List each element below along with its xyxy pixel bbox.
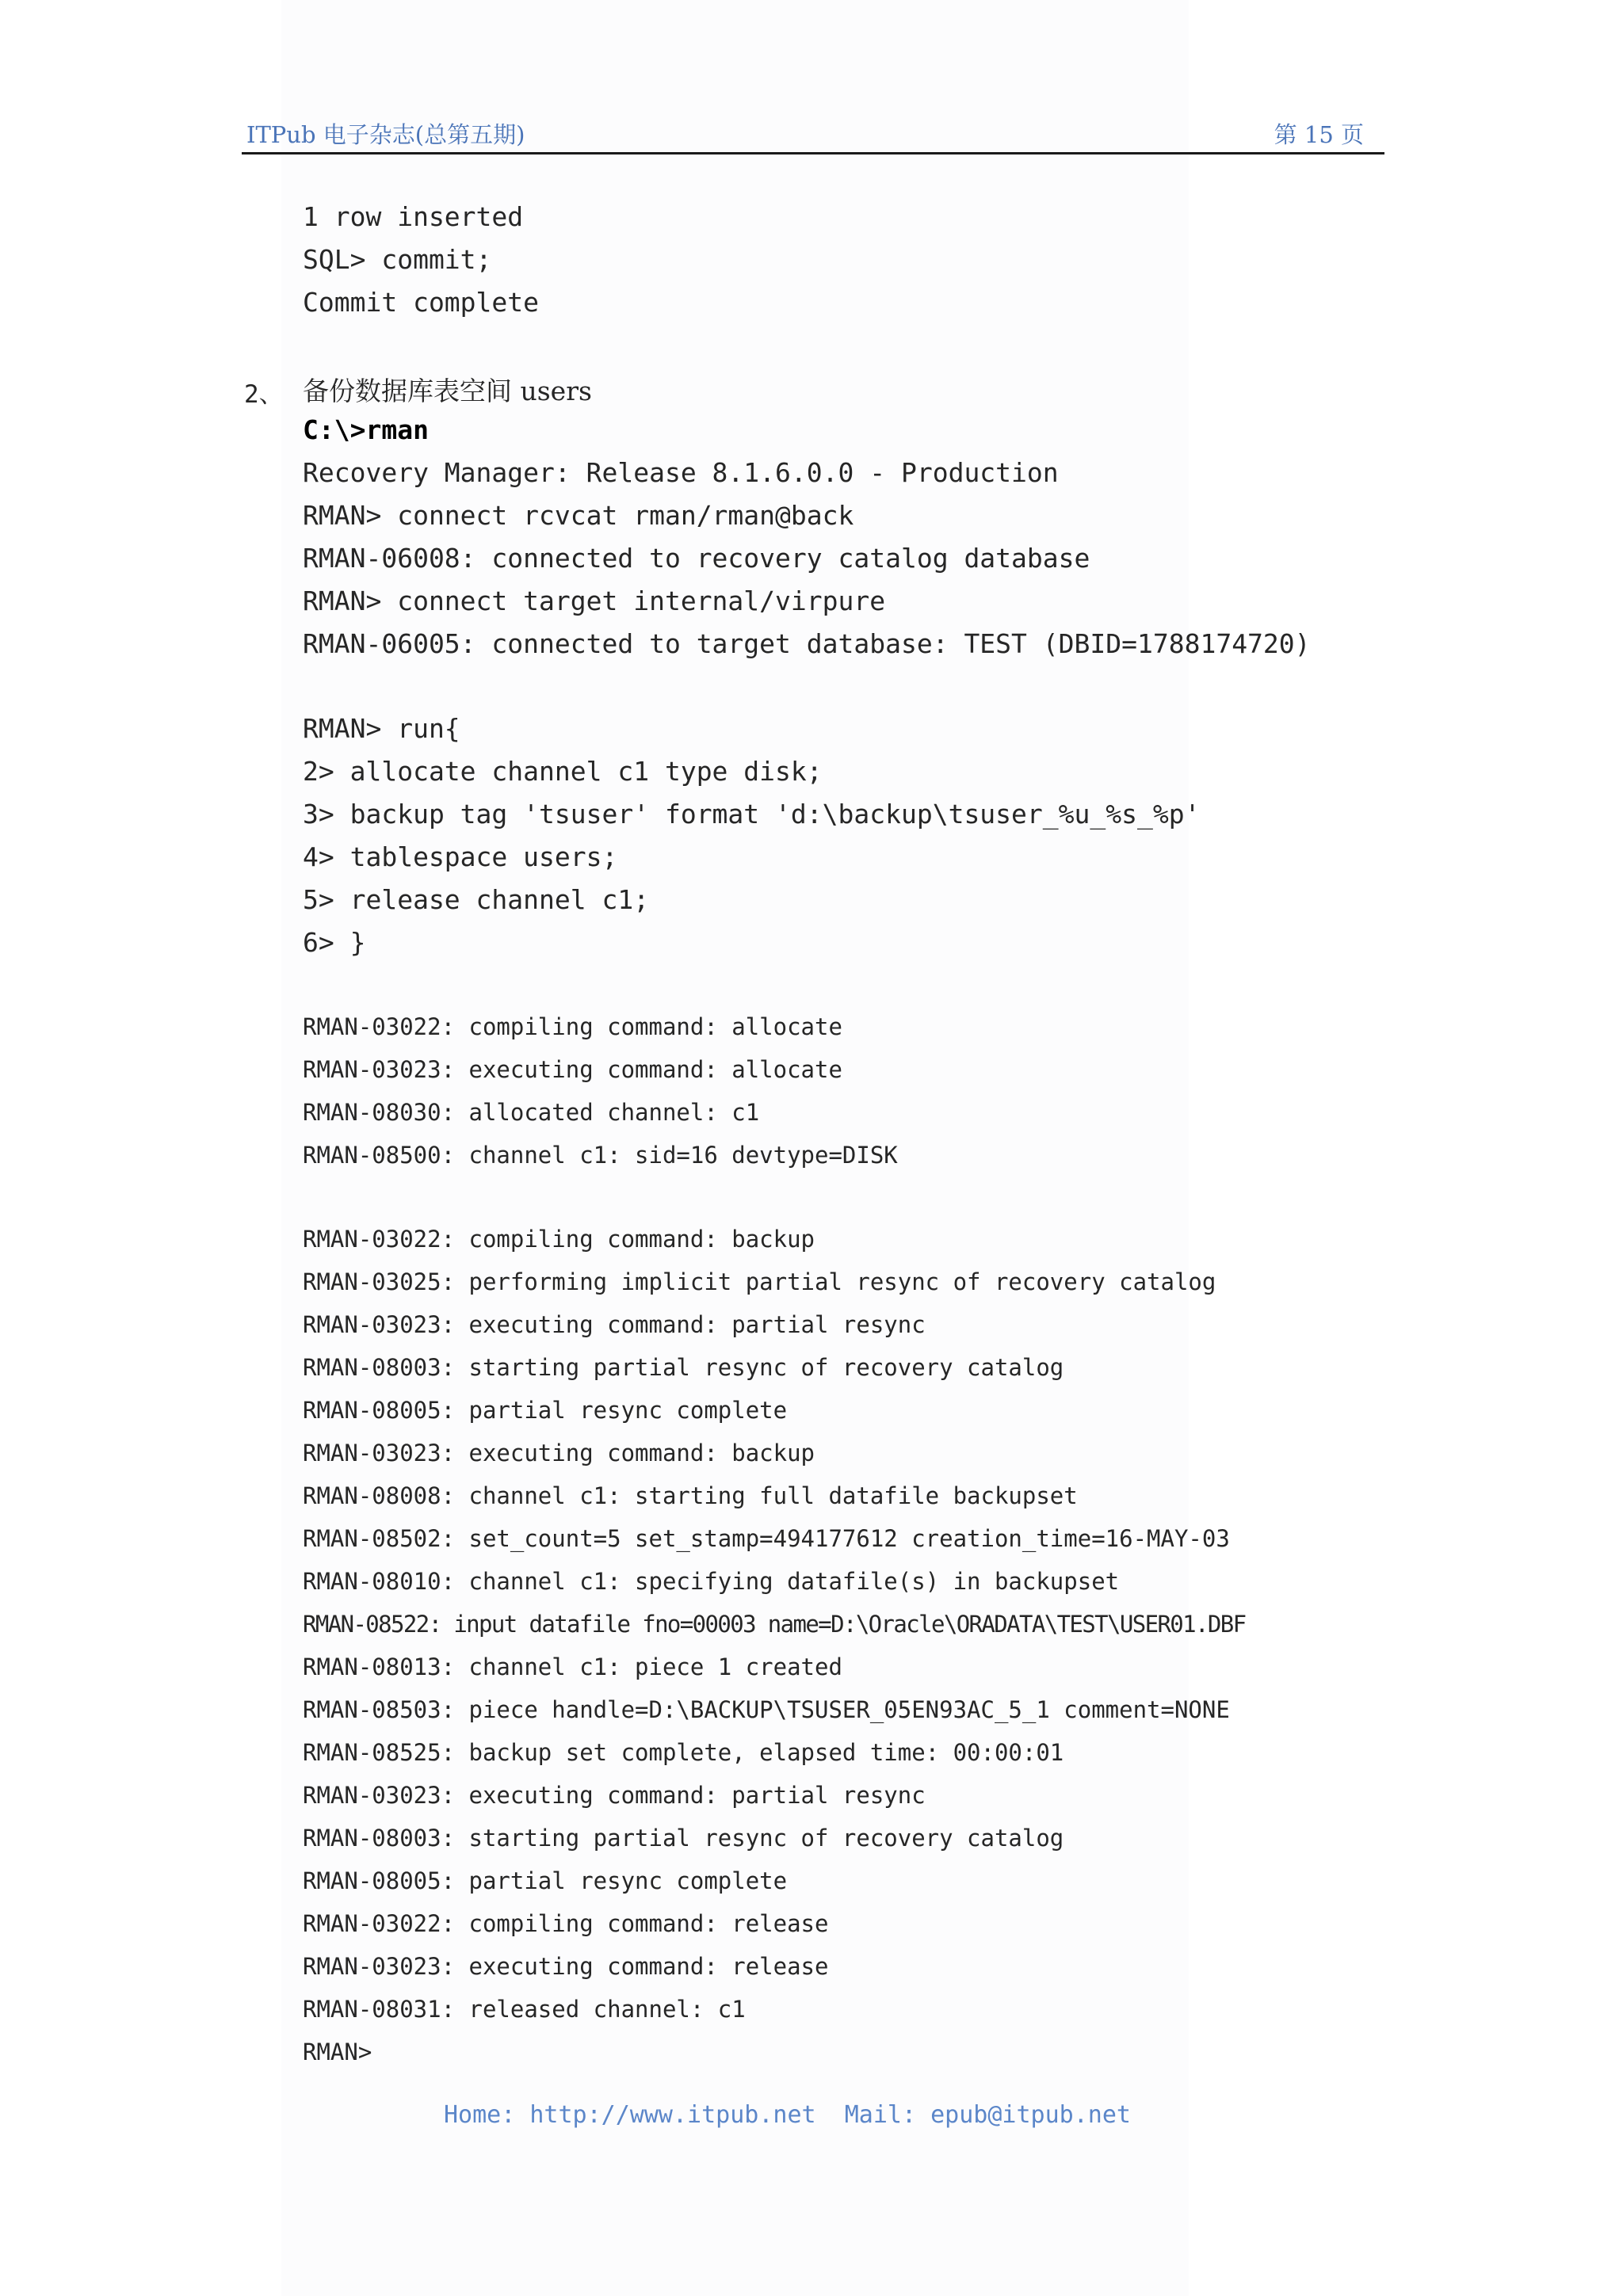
code-line: 5> release channel c1; <box>303 884 650 915</box>
output-line: RMAN> <box>303 2039 372 2065</box>
output-line: RMAN-08003: starting partial resync of recovery catalog <box>303 1825 1064 1852</box>
output-line: RMAN-08013: channel c1: piece 1 created <box>303 1653 842 1680</box>
output-line: RMAN-08010: channel c1: specifying datafile(s) in backupset <box>303 1568 1120 1595</box>
output-line: RMAN-08503: piece handle=D:\BACKUP\TSUSER_05EN93AC_5_1 comment=NONE <box>303 1696 1230 1723</box>
output-line: RMAN-03022: compiling command: backup <box>303 1226 815 1253</box>
code-line-command: C:\>rman <box>303 414 429 445</box>
code-line: RMAN> connect target internal/virpure <box>303 585 886 616</box>
page-footer: Home: http://www.itpub.net Mail: epub@itpub.net <box>444 2101 1131 2129</box>
magazine-title: ITPub 电子杂志(总第五期) <box>246 121 525 148</box>
output-line: RMAN-08525: backup set complete, elapsed time: 00:00:01 <box>303 1739 1064 1766</box>
section-number: 2、 <box>244 380 284 409</box>
page-number: 第 15 页 <box>1274 121 1364 148</box>
output-line: RMAN-08500: channel c1: sid=16 devtype=DISK <box>303 1142 898 1169</box>
output-line: RMAN-08008: channel c1: starting full datafile backupset <box>303 1482 1078 1509</box>
output-line: RMAN-03023: executing command: release <box>303 1953 829 1980</box>
code-line: Commit complete <box>303 287 540 318</box>
output-line: RMAN-03025: performing implicit partial resync of recovery catalog <box>303 1268 1216 1295</box>
output-line: RMAN-03023: executing command: partial resync <box>303 1311 926 1338</box>
page-header <box>242 117 1384 154</box>
code-line: 2> allocate channel c1 type disk; <box>303 756 823 787</box>
code-line: RMAN-06008: connected to recovery catalog database <box>303 543 1090 574</box>
section-title: 备份数据库表空间 users <box>303 376 592 406</box>
output-line: RMAN-08522: input datafile fno=00003 name=D:\Oracle\ORADATA\TEST\USER01.DBF <box>303 1611 1246 1638</box>
code-line: 1 row inserted <box>303 201 524 232</box>
output-line: RMAN-03023: executing command: backup <box>303 1440 815 1466</box>
output-line: RMAN-08031: released channel: c1 <box>303 1996 746 2023</box>
code-line: RMAN> run{ <box>303 713 460 744</box>
output-line: RMAN-03023: executing command: allocate <box>303 1056 842 1083</box>
code-line: Recovery Manager: Release 8.1.6.0.0 - Production <box>303 457 1059 488</box>
code-line: 3> backup tag 'tsuser' format 'd:\backup\tsuser_%u_%s_%p' <box>303 799 1201 830</box>
output-line: RMAN-03022: compiling command: allocate <box>303 1013 842 1040</box>
code-line: SQL> commit; <box>303 244 492 275</box>
code-line: RMAN-06005: connected to target database: TEST (DBID=1788174720) <box>303 628 1311 659</box>
output-line: RMAN-08003: starting partial resync of recovery catalog <box>303 1354 1064 1381</box>
code-line: RMAN> connect rcvcat rman/rman@back <box>303 500 854 531</box>
output-line: RMAN-08502: set_count=5 set_stamp=494177612 creation_time=16-MAY-03 <box>303 1525 1230 1552</box>
output-line: RMAN-03022: compiling command: release <box>303 1910 829 1937</box>
code-line: 4> tablespace users; <box>303 841 618 872</box>
code-line: 6> } <box>303 927 366 958</box>
output-line: RMAN-08005: partial resync complete <box>303 1867 788 1894</box>
output-line: RMAN-03023: executing command: partial resync <box>303 1782 926 1809</box>
output-line: RMAN-08005: partial resync complete <box>303 1397 788 1424</box>
output-line: RMAN-08030: allocated channel: c1 <box>303 1099 760 1126</box>
